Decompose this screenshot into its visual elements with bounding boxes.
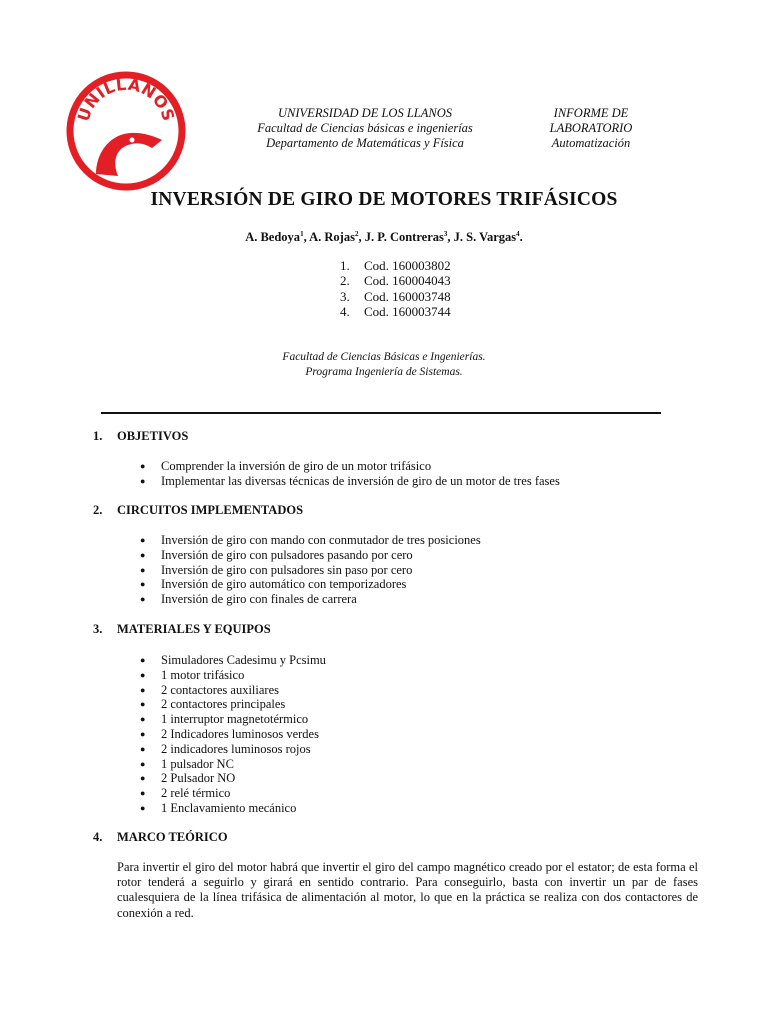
list-item: ● Inversión de giro con finales de carrera — [140, 592, 357, 607]
affiliation-program: Programa Ingeniería de Sistemas. — [305, 366, 463, 378]
section-heading-marco-teorico: 4. MARCO TEÓRICO — [93, 830, 228, 844]
code-item: 2. Cod. 160004043 — [340, 273, 451, 289]
affiliation-faculty: Facultad de Ciencias Básicas e Ingenierías. — [282, 351, 486, 363]
logo-text: UNILLANOS — [73, 74, 179, 124]
code-item: 1. Cod. 160003802 — [340, 258, 451, 273]
section-heading-circuitos: 2. CIRCUITOS IMPLEMENTADOS — [93, 503, 304, 517]
department-name: Departamento de Matemáticas y Física — [266, 136, 464, 150]
list-item: ● Inversión de giro con pulsadores sin paso por cero — [140, 562, 413, 577]
list-item: ● 1 interruptor magnetotérmico — [140, 712, 309, 727]
authors-line — [0, 230, 768, 245]
list-item: ● 2 relé térmico — [140, 786, 231, 801]
report-type-line1: INFORME DE — [553, 106, 629, 120]
list-item: ● 2 indicadores luminosos rojos — [140, 741, 311, 756]
circuits-list — [140, 533, 481, 607]
student-codes-list — [340, 258, 451, 319]
affiliation — [0, 350, 768, 380]
author: J. S. Vargas$^4$. — [453, 230, 523, 245]
list-item: ● Inversión de giro automático con temporizadores — [140, 577, 407, 592]
list-item: ● Simuladores Cadesimu y Pcsimu — [140, 653, 326, 667]
list-item: ● Inversión de giro con pulsadores pasando por cero — [140, 547, 413, 562]
university-logo — [66, 66, 186, 196]
list-item: ● 2 contactores auxiliares — [140, 682, 280, 697]
report-type-line2: LABORATORIO — [549, 121, 633, 135]
university-name: UNIVERSIDAD DE LOS LLANOS — [278, 106, 452, 120]
list-item: ● 2 Pulsador NO — [140, 771, 236, 786]
list-item: ● 2 Indicadores luminosos verdes — [140, 726, 319, 741]
section-heading-objetivos: 1. OBJETIVOS — [93, 429, 189, 443]
list-item: ● 1 motor trifásico — [140, 667, 245, 682]
header-report — [520, 106, 662, 151]
list-item: ● 1 Enclavamiento mecánico — [140, 800, 297, 815]
section-heading-materiales: 3. MATERIALES Y EQUIPOS — [93, 622, 271, 636]
list-item: ● Implementar las diversas técnicas de inversión de giro de un motor de tres fases — [140, 473, 560, 488]
divider-line — [101, 412, 661, 414]
report-subject: Automatización — [551, 136, 631, 150]
list-item: ● Comprender la inversión de giro de un motor trifásico — [140, 459, 432, 473]
document-title: INVERSIÓN DE GIRO DE MOTORES TRIFÁSICOS — [150, 189, 618, 210]
code-item: 4. Cod. 160003744 — [340, 303, 451, 319]
code-item: 3. Cod. 160003748 — [340, 288, 451, 304]
header-institution — [230, 106, 500, 151]
materials-list — [140, 653, 326, 816]
list-item: ● 1 pulsador NC — [140, 756, 234, 771]
list-item: ● 2 contactores principales — [140, 697, 286, 712]
faculty-name: Facultad de Ciencias básicas e ingenierías — [257, 121, 473, 135]
objectives-list — [140, 459, 560, 489]
author: A. Bedoya$^1$, — [245, 230, 310, 245]
list-item: ● Inversión de giro con mando con conmutador de tres posiciones — [140, 533, 481, 547]
author: J. P. Contreras$^3$, — [364, 230, 454, 245]
author: A. Rojas$^2$, — [309, 230, 365, 245]
theory-paragraph: Para invertir el giro del motor habrá que invertir el giro del campo magnético creado por el estator; de esta forma el rotor tenderá a seguirlo y girará en sentido contrario. Para conseguirlo, basta con invertir un par de fases cualesquiera de la línea trifásica de alimentación al motor, lo que en la práctica se realiza con dos contactores de conexión a red. — [117, 860, 698, 920]
